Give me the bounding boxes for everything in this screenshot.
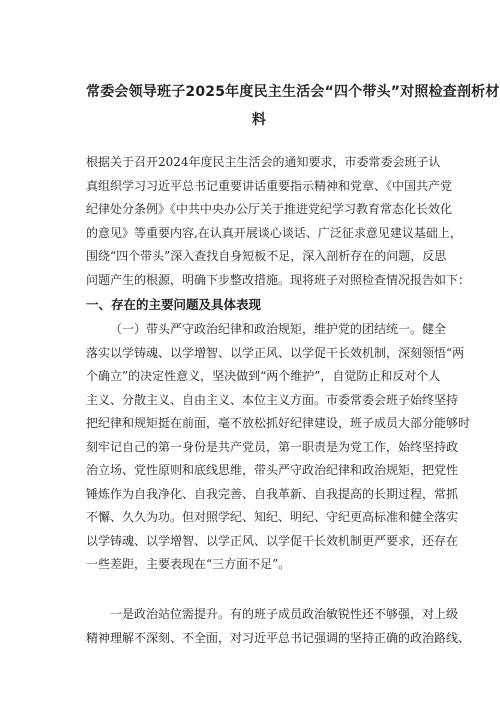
paragraph-line: 以学铸魂、以学增智、以学正风、以学促干长效机制更严要求，还存在 xyxy=(86,533,459,548)
paragraph-line: 一是政治站位需提升。有的班子成员政治敏锐性还不够强，对上级 xyxy=(110,607,459,621)
paragraph-line: 主义、分散主义、自由主义、本位主义方面。市委常委会班子始终坚持 xyxy=(86,392,459,407)
paragraph-line: （一）带头严守政治纪律和政治规矩，维护党的团结统一。健全 xyxy=(110,322,447,336)
intro-line: 纪律处分条例》《中共中央办公厅关于推进党纪学习教育常态化长效化 xyxy=(86,202,453,216)
intro-line: 真组织学习习近平总书记重要讲话重要指示精神和党章、《中国共产党 xyxy=(86,178,453,193)
paragraph-line: 治立场、党性原则和底线思维，带头严守政治纪律和政治规矩，把党性 xyxy=(86,463,459,477)
intro-paragraph xyxy=(86,151,471,292)
paragraph-line: 刻牢记自己的第一身份是共产党员，第一职责是为党工作，始终坚持政 xyxy=(86,439,459,454)
paragraph-line: 锤炼作为自我净化、自我完善、自我革新、自我提高的长期过程，常抓 xyxy=(86,486,459,501)
document-title xyxy=(86,78,500,134)
intro-line: 围绕“四个带头”深入查找自身短板不足，深入剖析存在的问题，反思 xyxy=(86,249,447,263)
paragraph-line: 一些差距，主要表现在“三方面不足”。 xyxy=(86,557,291,571)
section-heading: 一、存在的主要问题及具体表现 xyxy=(86,297,262,312)
title-line-1: 常委会领导班子2025年度民主生活会“四个带头”对照检查剖析材 xyxy=(86,84,500,100)
title-line-2: 料 xyxy=(251,112,267,128)
intro-line: 根据关于召开2024年度民主生活会的通知要求，市委常委会班子认 xyxy=(86,155,441,169)
paragraph-line: 个确立”的决定性意义，坚决做到“两个维护”，自觉防止和反对个人 xyxy=(86,369,441,383)
paragraph-line: 不懈、久久为功。但对照学纪、知纪、明纪、守纪更高标准和健全落实 xyxy=(86,510,459,524)
subpoint-paragraph xyxy=(86,603,471,650)
paragraph-line: 落实以学铸魂、以学增智、以学正风、以学促干长效机制，深刻领悟“两 xyxy=(86,345,465,360)
paragraph-line: 精神理解不深刻、不全面，对习近平总书记强调的坚持正确的政治路线、 xyxy=(86,630,471,645)
intro-line: 的意见》等重要内容,在认真开展谈心谈话、广泛征求意见建议基础上， xyxy=(86,225,462,240)
section-paragraph xyxy=(86,318,471,577)
intro-line: 问题产生的根源，明确下步整改措施。现将班子对照检查情况报告如下： xyxy=(86,272,471,287)
paragraph-line: 把纪律和规矩挺在前面，毫不放松抓好纪律建设，班子成员大部分能够时 xyxy=(86,416,471,430)
